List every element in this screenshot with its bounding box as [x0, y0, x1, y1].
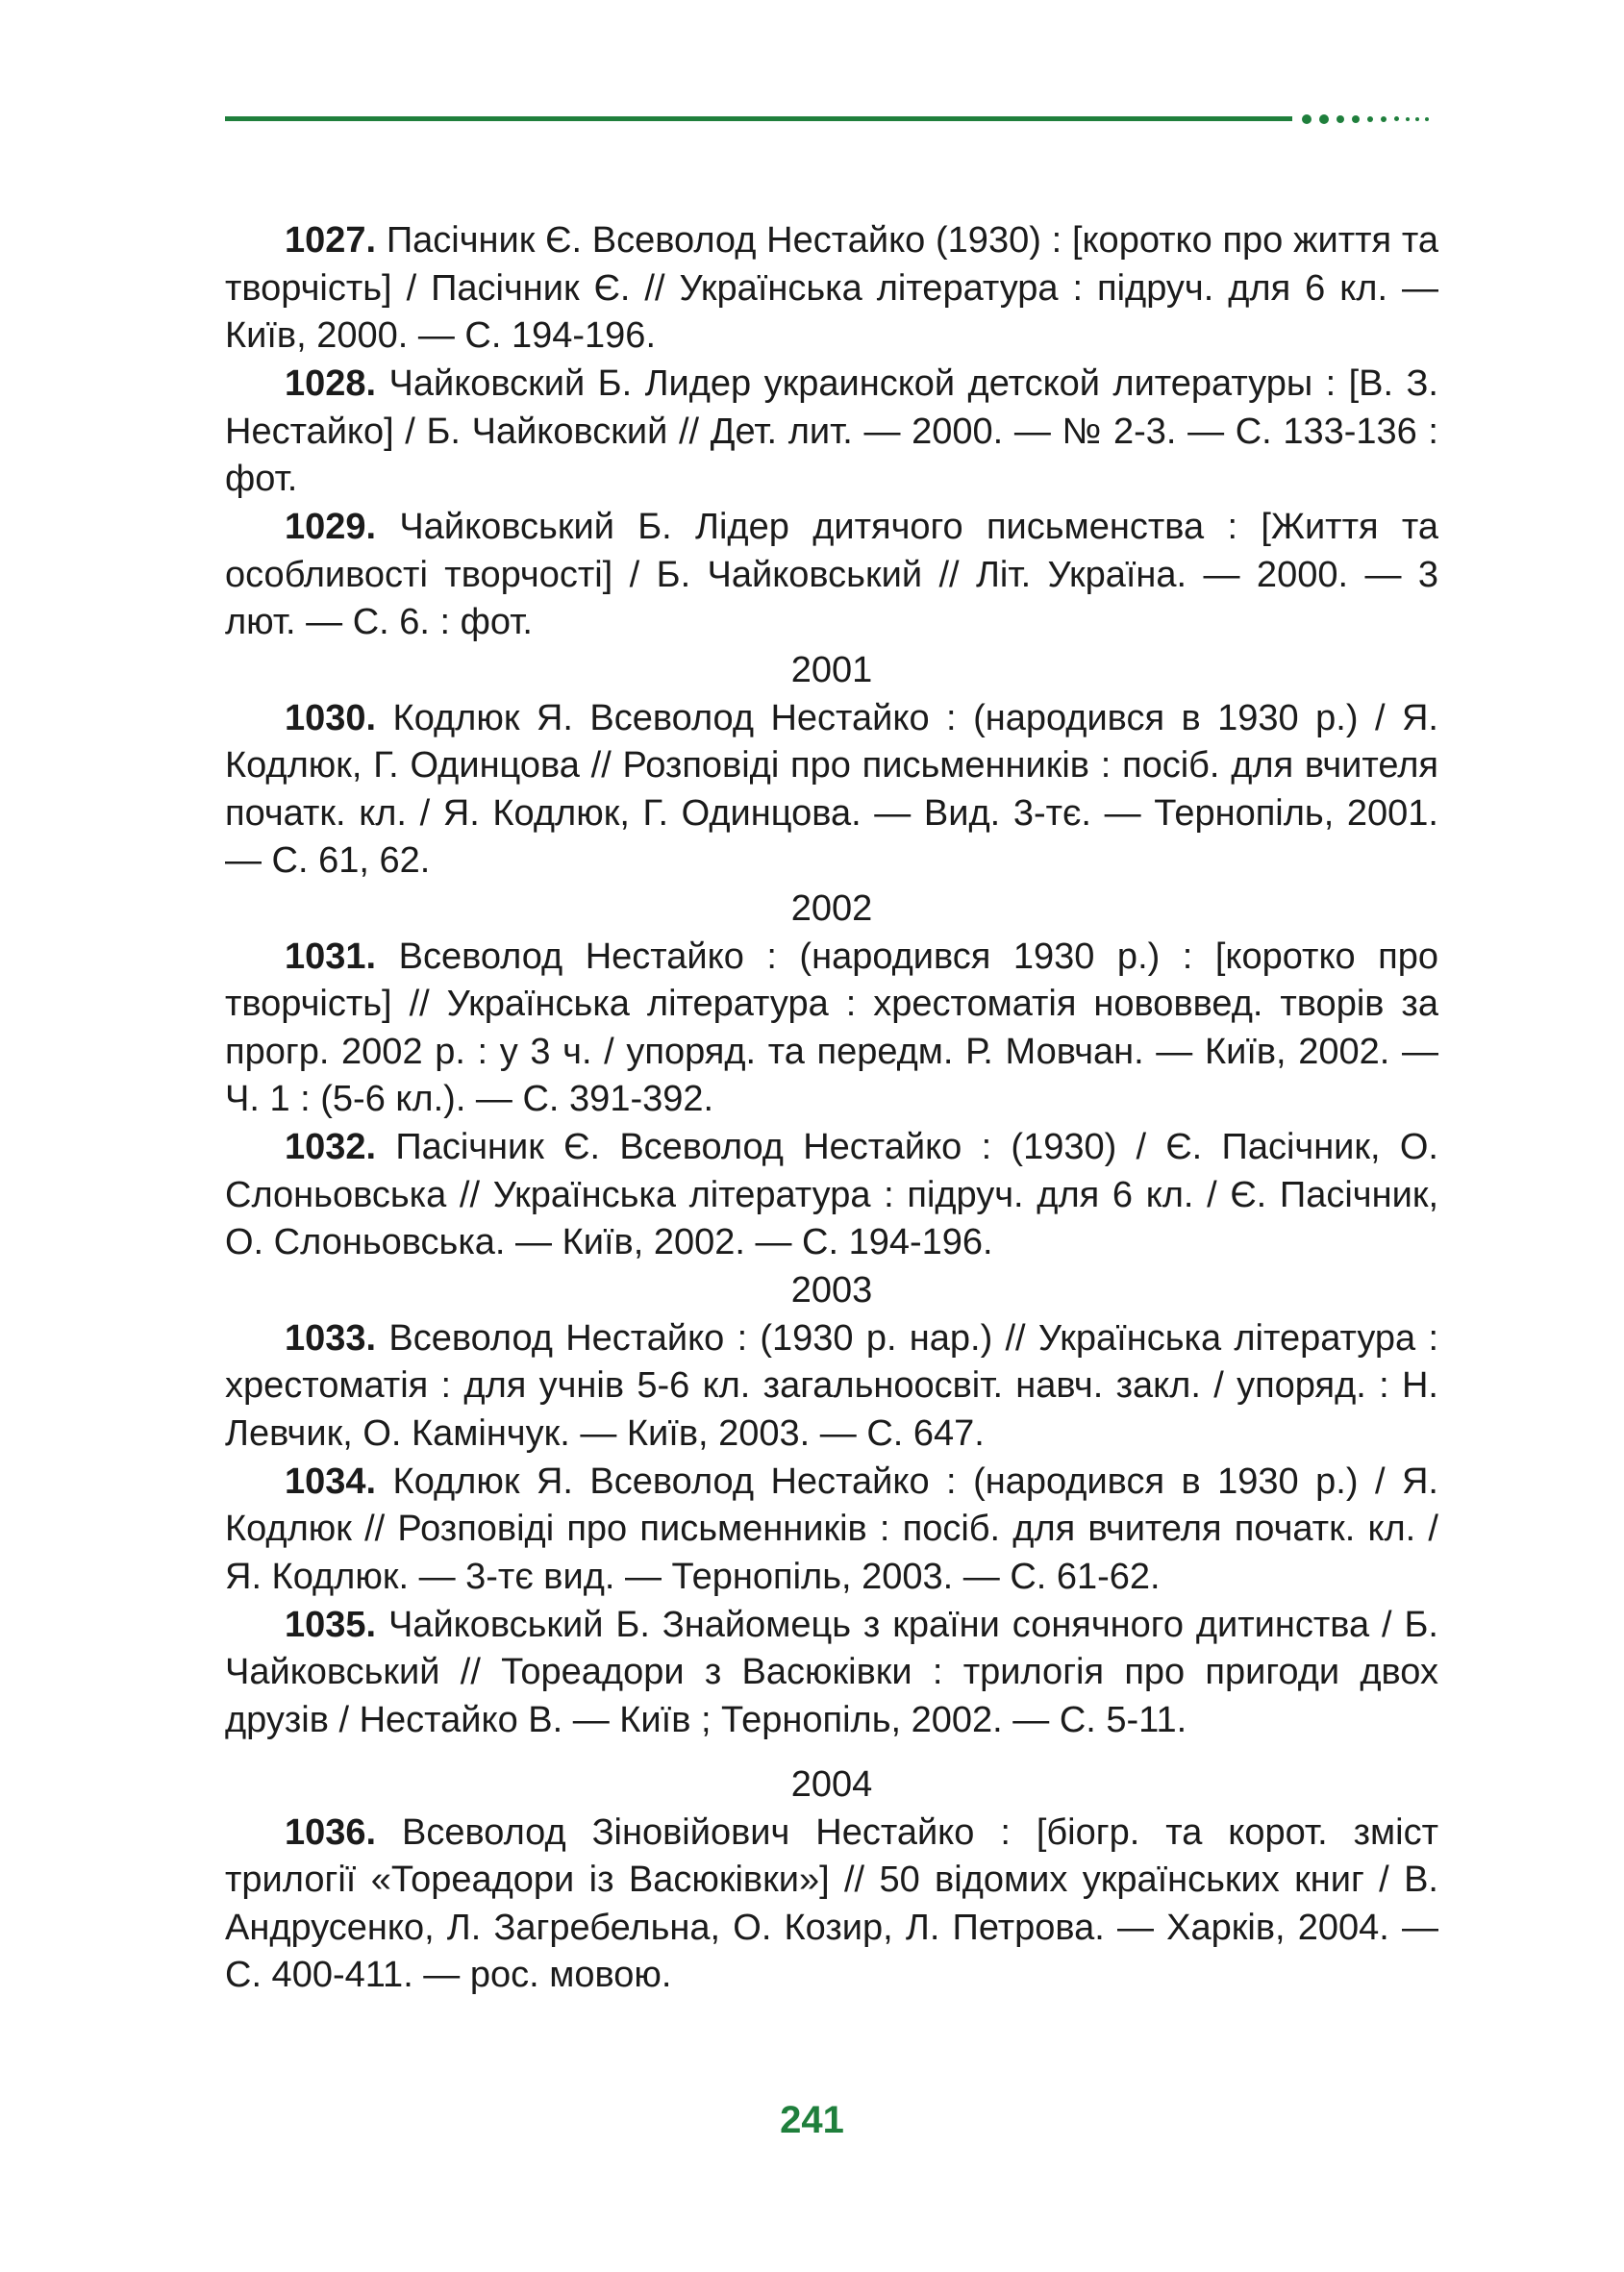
year-heading: 2001 [790, 650, 873, 690]
bibliography-entry [225, 217, 1438, 361]
entry-number: 1027. [285, 220, 377, 261]
bibliography-entry [225, 504, 1438, 647]
entry-number: 1034. [285, 1461, 377, 1502]
entry-text: Кодлюк Я. Всеволод Нестайко : (народився в 1930 р.) / Я. Кодлюк // Розповіді про письменників : посіб. для вчителя початк. кл. / Я. Кодлюк. — 3-тє вид. — Тернопіль, 2003. — С. 61-62. [225, 1461, 1438, 1597]
bibliography [225, 217, 1438, 2000]
year-heading: 2004 [790, 1764, 873, 1805]
entry-text: Всеволод Зіновійович Нестайко : [біогр. та корот. зміст трилогії «Тореадори із Васюківки»] // 50 відомих українських книг / В. Андрусенко, Л. Загребельна, О. Козир, Л. Петрова. — Харків, 2004. — С. 400-411. — рос. мовою. [225, 1811, 1438, 1995]
entry-text: Пасічник Є. Всеволод Нестайко : (1930) / Є. Пасічник, О. Слоньовська // Українська література : підруч. для 6 кл. / Є. Пасічник, О. Слоньовська. — Київ, 2002. — С. 194-196. [225, 1127, 1438, 1262]
entry-number: 1029. [285, 507, 377, 547]
entry-number: 1031. [285, 936, 377, 977]
bibliography-entry [225, 695, 1438, 886]
year-heading: 2003 [790, 1270, 873, 1311]
entry-text: Кодлюк Я. Всеволод Нестайко : (народився в 1930 р.) / Я. Кодлюк, Г. Одинцова // Розповіді про письменників : посіб. для вчителя початк. кл. / Я. Кодлюк, Г. Одинцова. — Вид. 3-тє. — Тернопіль, 2001. — С. 61, 62. [225, 697, 1438, 881]
entry-text: Всеволод Нестайко : (1930 р. нар.) // Українська література : хрестоматія : для учнів 5-6 кл. загальноосвіт. навч. закл. / упоряд. : Н. Левчик, О. Камінчук. — Київ, 2003. — С. 647. [225, 1317, 1438, 1454]
bibliography-entry [225, 1315, 1438, 1459]
entry-number: 1030. [285, 697, 377, 738]
bibliography-entry [225, 1124, 1438, 1267]
entry-text: Чайковский Б. Лидер украинской детской литературы : [В. З. Нестайко] / Б. Чайковский // Дет. лит. — 2000. — № 2-3. — С. 133-136 : фот. [225, 363, 1438, 499]
bibliography-entry [225, 361, 1438, 504]
entry-text: Чайковський Б. Лідер дитячого письменства : [Життя та особливості творчості] / Б. Чайковський // Літ. Україна. — 2000. — 3 лют. — С. 6. : фот. [225, 507, 1438, 642]
bibliography-entry [225, 934, 1438, 1124]
header-dots [1298, 112, 1442, 127]
bibliography-entry [225, 1602, 1438, 1745]
year-heading: 2002 [790, 888, 873, 929]
bibliography-entry [225, 1810, 1438, 2000]
entry-number: 1033. [285, 1317, 377, 1359]
entry-number: 1028. [285, 363, 377, 404]
page-number: 241 [780, 2099, 844, 2141]
header-rule [225, 116, 1292, 121]
entry-number: 1032. [285, 1127, 377, 1167]
entry-number: 1035. [285, 1604, 377, 1645]
entry-text: Чайковський Б. Знайомець з країни сонячного дитинства / Б. Чайковський // Тореадори з Васюківки : трилогія про пригоди двох друзів / Нестайко В. — Київ ; Тернопіль, 2002. — С. 5-11. [225, 1604, 1438, 1740]
entry-text: Пасічник Є. Всеволод Нестайко (1930) : [коротко про життя та творчість] / Пасічник Є. // Українська література : підруч. для 6 кл. — Київ, 2000. — С. 194-196. [225, 220, 1438, 356]
entry-text: Всеволод Нестайко : (народився 1930 р.) : [коротко про творчість] // Українська література : хрестоматія нововвед. творів за прогр. 2002 р. : у 3 ч. / упоряд. та передм. Р. Мовчан. — Київ, 2002. — Ч. 1 : (5-6 кл.). — С. 391-392. [225, 936, 1438, 1119]
bibliography-entry [225, 1459, 1438, 1602]
entry-number: 1036. [285, 1811, 377, 1853]
